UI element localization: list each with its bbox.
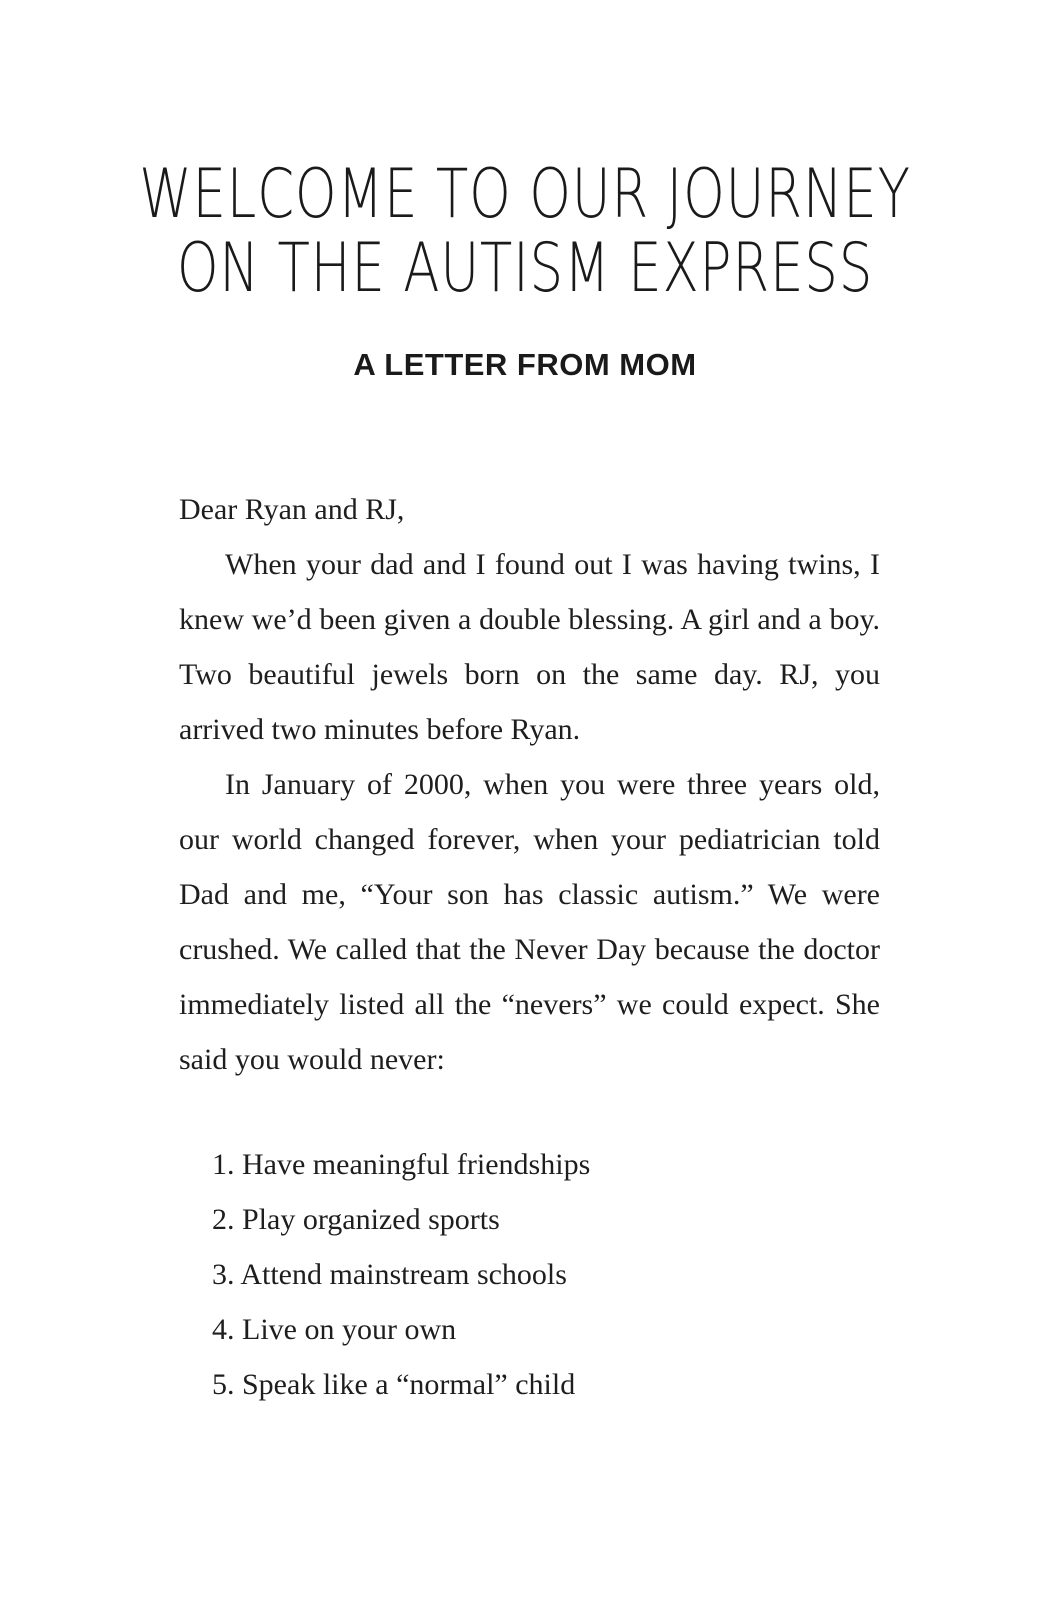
chapter-title — [116, 155, 935, 308]
list-item: 1. Have meaningful friendships — [212, 1148, 591, 1181]
letter-salutation: Dear Ryan and RJ, — [179, 493, 405, 526]
list-item: 3. Attend mainstream schools — [212, 1258, 567, 1291]
list-item: 2. Play organized sports — [212, 1203, 500, 1236]
list-item: 5. Speak like a “normal” child — [212, 1368, 576, 1401]
chapter-subtitle: A LETTER FROM MOM — [353, 347, 697, 382]
letter-body — [179, 482, 880, 1087]
letter-paragraph-1: When your dad and I found out I was having twins, I knew we’d been given a double blessing. A girl and a boy. Two beautiful jewels born on the same day. RJ, you arrived two minutes before Ryan. — [179, 548, 880, 746]
list-item: 4. Live on your own — [212, 1313, 457, 1346]
chapter-title-line-2: ON THE AUTISM EXPRESS — [176, 229, 874, 308]
letter-paragraph-2: In January of 2000, when you were three years old, our world changed forever, when your pediatrician told Dad and me, “Your son has classic autism.” We were crushed. We called that the Never Day because the doctor immediately listed all the “nevers” we could expect. She said you would never: — [179, 768, 880, 1076]
nevers-list — [212, 1137, 590, 1412]
chapter-title-line-1: WELCOME TO OUR JOURNEY — [139, 155, 911, 234]
